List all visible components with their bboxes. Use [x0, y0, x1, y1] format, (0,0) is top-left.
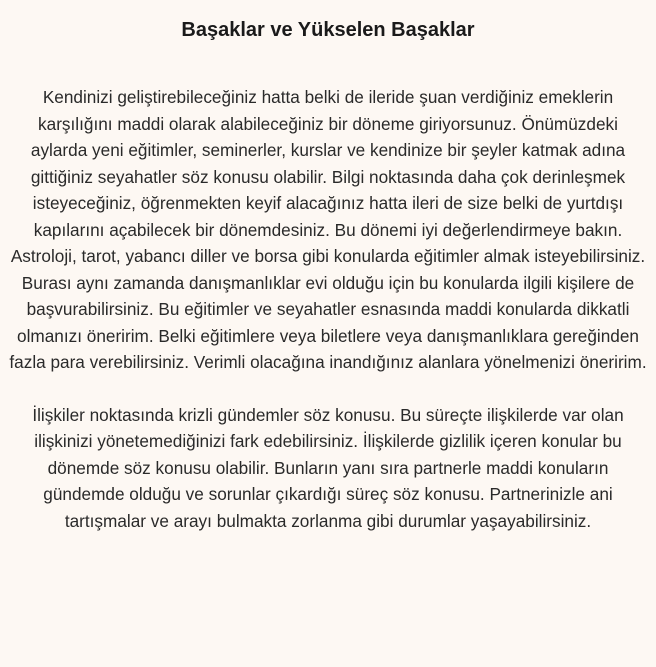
- page-title: Başaklar ve Yükselen Başaklar: [181, 19, 475, 41]
- paragraph-education: Kendinizi geliştirebileceğiniz hatta belki de ileride şuan verdiğiniz emeklerin karşılığını maddi olarak alabileceğiniz bir döneme giriyorsunuz. Önümüzdeki aylarda yeni eğitimler, seminerler, kurslar ve kendinize bir şeyler katmak adına gittiğiniz seyahatler söz konusu olabilir. Bilgi noktasında daha çok derinleşmek isteyeceğiniz, öğrenmekten keyif alacağınız hatta ileri de size belki de yurtdışı kapılarını açabilecek bir dönemdesiniz. Bu dönemi iyi değerlendirmeye bakın. Astroloji, tarot, yabancı diller ve borsa gibi konularda eğitimler almak isteyebilirsiniz. Burası aynı zamanda danışmanlıklar evi olduğu için bu konularda ilgili kişilere de başvurabilirsiniz. Bu eğitimler ve seyahatler esnasında maddi konularda dikkatli olmanızı öneririm. Belki eğitimlere veya biletlere veya danışmanlıklara gereğinden fazla para verebilirsiniz. Verimli olacağına inandığınız alanlara yönelmenizi öneririm.: [9, 87, 647, 372]
- paragraph-relationships: İlişkiler noktasında krizli gündemler söz konusu. Bu süreçte ilişkilerde var olan ilişkinizi yönetemediğinizi fark edebilirsiniz. İlişkilerde gizlilik içeren konular bu dönemde söz konusu olabilir. Bunların yanı sıra partnerle maddi konuların gündemde olduğu ve sorunlar çıkardığı süreç söz konusu. Partnerinizle ani tartışmalar ve arayı bulmakta zorlanma gibi durumlar yaşayabilirsiniz.: [32, 404, 624, 531]
